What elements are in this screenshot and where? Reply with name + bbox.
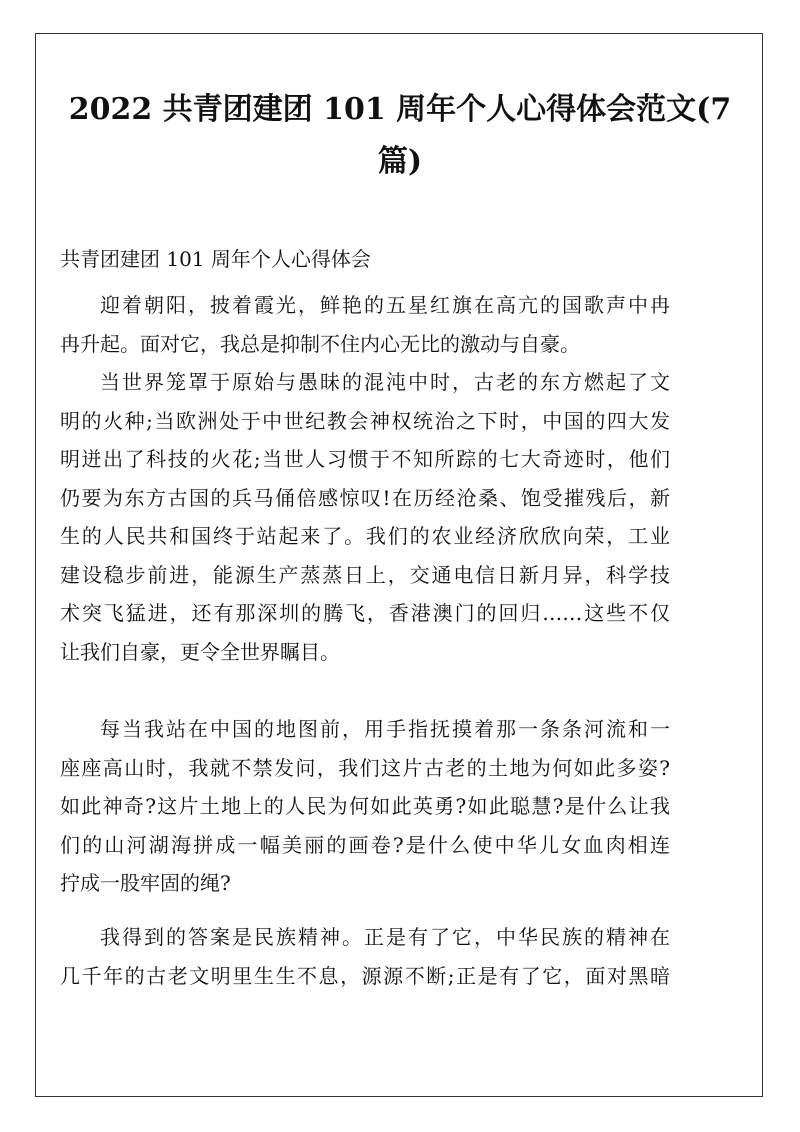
paragraph-line: 我得到的答案是民族精神。正是有了它，中华民族的精神在 xyxy=(100,925,670,949)
paragraph-line: 冉升起。面对它，我总是抑制不住内心无比的激动与自豪。 xyxy=(60,331,580,356)
paragraph-line: 明的火种;当欧洲处于中世纪教会神权统治之下时，中国的四大发 xyxy=(60,408,670,433)
paragraph-line: 几千年的古老文明里生生不息，源源不断;正是有了它，面对黑暗 xyxy=(60,963,670,988)
paragraph-line: 每当我站在中国的地图前，用手指抚摸着那一条条河流和一 xyxy=(100,717,670,741)
paragraph-1 xyxy=(60,286,670,363)
paragraph-line: 座座高山时，我就不禁发问，我们这片古老的土地为何如此多姿? xyxy=(60,755,670,780)
paragraph-line: 建设稳步前进，能源生产蒸蒸日上，交通电信日新月异，科学技 xyxy=(60,562,670,587)
paragraph-3 xyxy=(60,710,670,903)
paragraph-line: 拧成一股牢固的绳? xyxy=(60,871,231,895)
paragraph-line: 明迸出了科技的火花;当世人习惯于不知所踪的七大奇迹时，他们 xyxy=(60,447,670,471)
document-subtitle: 共青团建团 101 周年个人心得体会 xyxy=(60,247,371,271)
paragraph-2 xyxy=(60,363,670,671)
paragraph-line: 仍要为东方古国的兵马俑倍感惊叹!在历经沧桑、饱受摧残后，新 xyxy=(60,485,670,510)
paragraph-line: 当世界笼罩于原始与愚昧的混沌中时，古老的东方燃起了文 xyxy=(100,370,670,394)
paragraph-line: 术突飞猛进，还有那深圳的腾飞，香港澳门的回归……这些不仅 xyxy=(60,601,670,625)
title-line-2: 篇) xyxy=(377,144,423,179)
paragraph-line: 们的山河湖海拼成一幅美丽的画卷?是什么使中华儿女血肉相连 xyxy=(60,832,670,857)
paragraph-line: 如此神奇?这片土地上的人民为何如此英勇?如此聪慧?是什么让我 xyxy=(60,794,670,818)
document-title xyxy=(60,84,740,188)
paragraph-line: 让我们自豪，更令全世界瞩目。 xyxy=(60,639,340,664)
paragraph-4 xyxy=(60,918,670,995)
title-line-1: 2022 共青团建团 101 周年个人心得体会范文(7 xyxy=(68,92,732,127)
paragraph-line: 迎着朝阳，披着霞光，鲜艳的五星红旗在高亢的国歌声中冉 xyxy=(100,293,670,317)
paragraph-line: 生的人民共和国终于站起来了。我们的农业经济欣欣向荣，工业 xyxy=(60,524,670,548)
